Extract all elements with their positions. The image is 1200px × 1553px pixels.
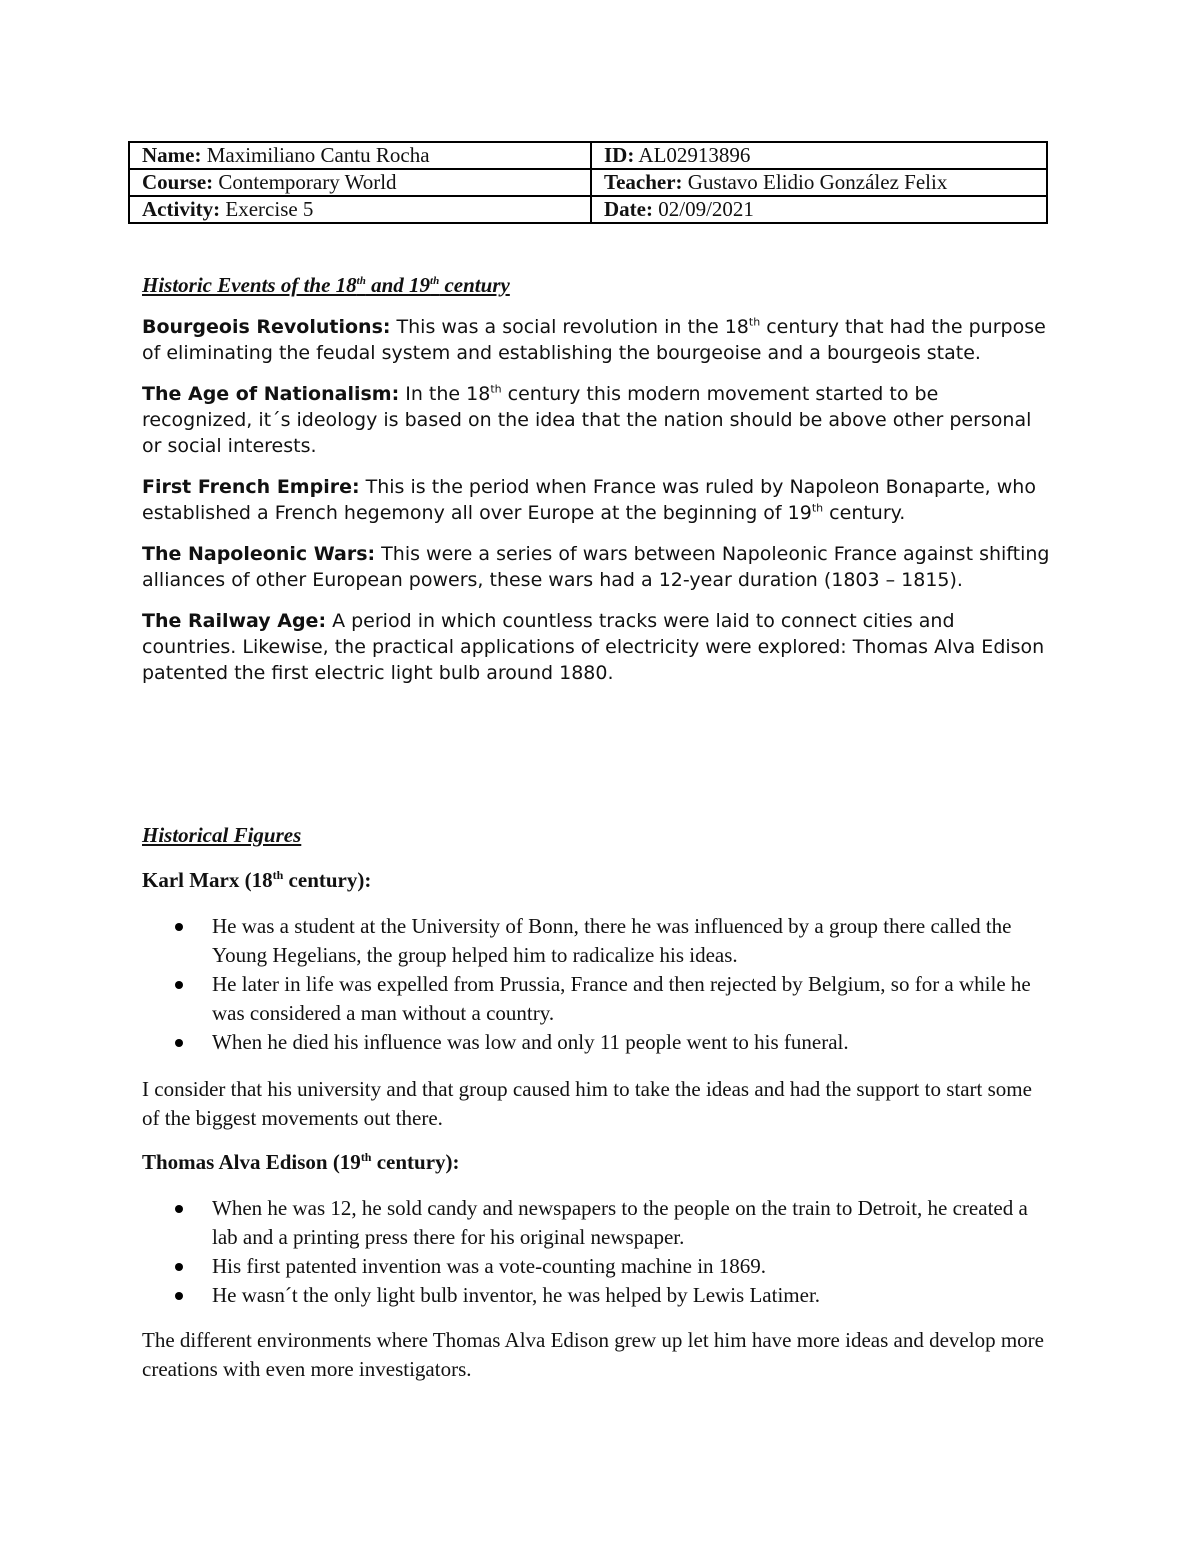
marx-title-sup: th: [272, 868, 284, 882]
id-cell: [591, 142, 1047, 169]
edison-title: [142, 1150, 460, 1175]
table-row: [129, 169, 1047, 196]
activity-value: Exercise 5: [220, 197, 314, 221]
bullet-text: When he died his influence was low and only 11 people went to his funeral.: [212, 1030, 849, 1054]
id-value: AL02913896: [634, 143, 751, 167]
edison-title-sup: th: [360, 1150, 372, 1164]
student-info-table: [128, 141, 1048, 224]
events-list: [142, 314, 1052, 701]
event-paragraph: [142, 314, 1052, 366]
bullet-text: He was a student at the University of Bonn, there he was influenced by a group there called the Young Hegelians, the group helped him to radicalize his ideas.: [212, 914, 1012, 967]
course-label: Course:: [142, 170, 214, 194]
events-heading: [142, 273, 510, 298]
edison-conclusion: The different environments where Thomas Alva Edison grew up let him have more ideas and develop more creations with even more investigators.: [142, 1328, 1044, 1381]
marx-title-part: century):: [283, 868, 372, 892]
course-cell: [129, 169, 591, 196]
events-heading-part: and 19: [365, 273, 431, 297]
name-cell: [129, 142, 591, 169]
event-text: A period in which countless tracks were laid to connect cities and countries. Likewise, the practical applications of electricity were explored: Thomas Alva Edison patented the first electric light bulb around 1880.: [142, 610, 1045, 684]
event-sup: th: [748, 315, 761, 329]
date-value: 02/09/2021: [652, 197, 754, 221]
list-item: [175, 1252, 1055, 1281]
name-value: Maximiliano Cantu Rocha: [201, 143, 430, 167]
event-sup: th: [811, 501, 824, 515]
event-title: The Napoleonic Wars:: [142, 543, 376, 565]
name-label: Name:: [142, 143, 202, 167]
event-text: This is the period when France was ruled by Napoleon Bonaparte, who established a French hegemony all over Europe at the beginning of 19: [142, 476, 1036, 524]
teacher-label: Teacher:: [604, 170, 683, 194]
id-label: ID:: [604, 143, 635, 167]
event-title: The Railway Age:: [142, 610, 327, 632]
event-sup: th: [490, 382, 502, 396]
event-paragraph: [142, 381, 1052, 459]
date-cell: [591, 196, 1047, 223]
marx-title: [142, 868, 371, 893]
table-row: [129, 142, 1047, 169]
activity-label: Activity:: [142, 197, 221, 221]
bullet-text: His first patented invention was a vote-counting machine in 1869.: [212, 1254, 767, 1278]
event-title: The Age of Nationalism:: [142, 383, 400, 405]
bullet-icon: [175, 1263, 183, 1271]
bullet-text: When he was 12, he sold candy and newspapers to the people on the train to Detroit, he created a lab and a printing press there for his original newspaper.: [212, 1196, 1028, 1249]
events-heading-part: Historic Events of the 18: [142, 273, 357, 297]
list-item: [175, 1028, 1055, 1057]
event-text: This was a social revolution in the 18: [390, 316, 749, 338]
edison-title-part: Thomas Alva Edison (19: [142, 1150, 361, 1174]
bullet-text: He later in life was expelled from Prussia, France and then rejected by Belgium, so for a while he was considered a man without a country.: [212, 972, 1031, 1025]
table-row: [129, 196, 1047, 223]
event-text: century that had the purpose of eliminating the feudal system and establishing the bourgeoise and a bourgeois state.: [142, 316, 1046, 364]
bullet-text: He wasn´t the only light bulb inventor, he was helped by Lewis Latimer.: [212, 1283, 821, 1307]
bullet-icon: [175, 923, 183, 931]
activity-cell: [129, 196, 591, 223]
bullet-icon: [175, 981, 183, 989]
list-item: [175, 970, 1055, 1028]
bullet-icon: [175, 1039, 183, 1047]
marx-bullets: [175, 912, 1055, 1057]
event-title: Bourgeois Revolutions:: [142, 316, 391, 338]
events-heading-part: century: [439, 273, 510, 297]
event-paragraph: [142, 541, 1052, 593]
teacher-cell: [591, 169, 1047, 196]
event-text: century.: [823, 502, 906, 524]
bullet-icon: [175, 1292, 183, 1300]
marx-conclusion: I consider that his university and that group caused him to take the ideas and had the support to start some of the biggest movements out there.: [142, 1077, 1032, 1130]
event-text: century this modern movement started to be recognized, it´s ideology is based on the idea that the nation should be above other personal or social interests.: [142, 383, 1032, 457]
event-paragraph: [142, 608, 1052, 686]
date-label: Date:: [604, 197, 653, 221]
list-item: [175, 1194, 1055, 1252]
events-heading-sup: th: [356, 275, 366, 287]
edison-bullets: [175, 1194, 1055, 1310]
list-item: [175, 1281, 1055, 1310]
event-text: This were a series of wars between Napoleonic France against shifting alliances of other European powers, these wars had a 12-year duration (1803 – 1815).: [142, 543, 1050, 591]
list-item: [175, 912, 1055, 970]
teacher-value: Gustavo Elidio González Felix: [682, 170, 948, 194]
event-paragraph: [142, 474, 1052, 526]
events-heading-sup: th: [430, 275, 440, 287]
course-value: Contemporary World: [213, 170, 397, 194]
event-title: First French Empire:: [142, 476, 360, 498]
event-text: In the 18: [399, 383, 491, 405]
bullet-icon: [175, 1205, 183, 1213]
figures-heading: Historical Figures: [142, 823, 302, 847]
marx-title-part: Karl Marx (18: [142, 868, 273, 892]
edison-title-part: century):: [371, 1150, 460, 1174]
